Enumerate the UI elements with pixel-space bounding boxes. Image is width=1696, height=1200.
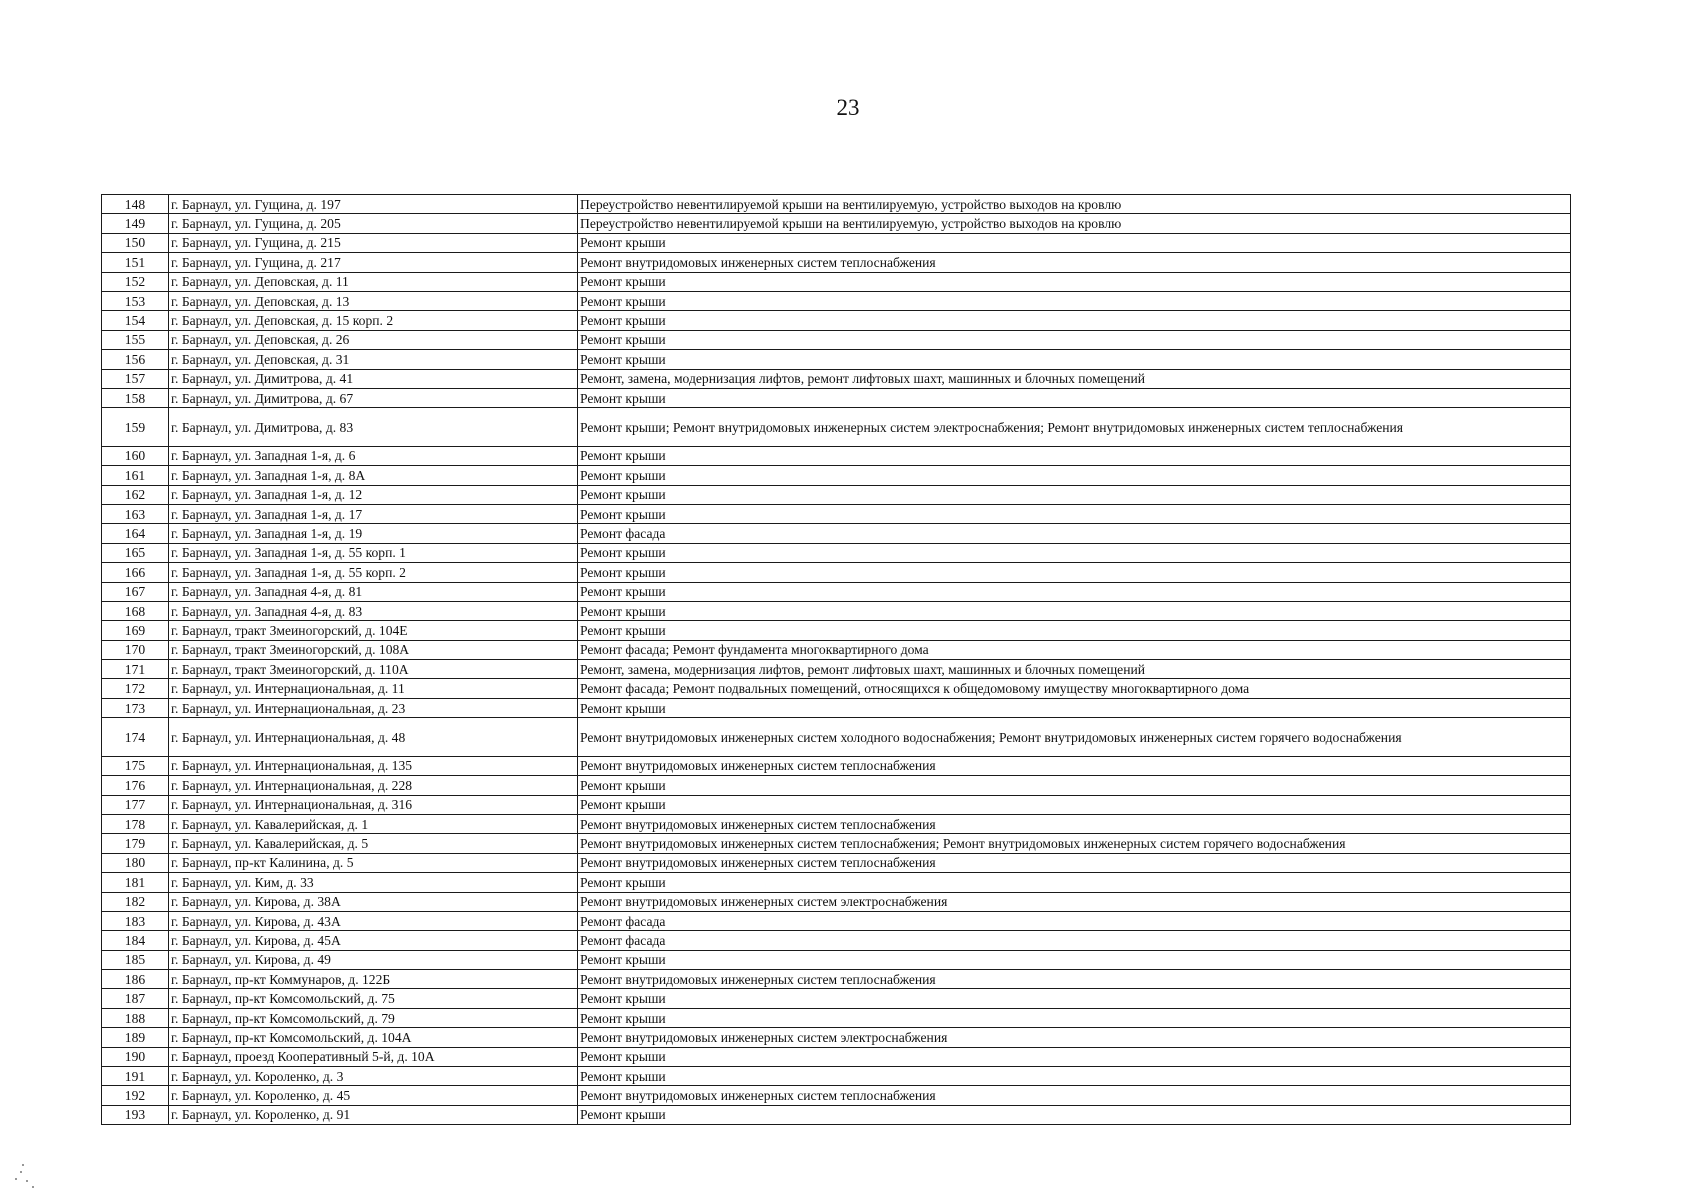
row-number: 189 — [102, 1028, 169, 1047]
table-row — [102, 892, 1571, 911]
row-work-type: Ремонт фасада; Ремонт подвальных помещений, относящихся к общедомовому имуществу многоквартирного дома — [578, 679, 1571, 698]
row-number: 181 — [102, 873, 169, 892]
table-row — [102, 718, 1571, 757]
row-work-type: Ремонт крыши — [578, 466, 1571, 485]
row-number: 176 — [102, 776, 169, 795]
table-row — [102, 446, 1571, 465]
row-number: 171 — [102, 660, 169, 679]
row-address: г. Барнаул, ул. Короленко, д. 91 — [169, 1105, 578, 1124]
row-address: г. Барнаул, ул. Интернациональная, д. 11 — [169, 679, 578, 698]
row-address: г. Барнаул, пр-кт Комсомольский, д. 104А — [169, 1028, 578, 1047]
table-row — [102, 1086, 1571, 1105]
table-row — [102, 485, 1571, 504]
row-number: 187 — [102, 989, 169, 1008]
row-address: г. Барнаул, ул. Короленко, д. 3 — [169, 1067, 578, 1086]
row-number: 152 — [102, 272, 169, 291]
table-row — [102, 814, 1571, 833]
row-address: г. Барнаул, ул. Кирова, д. 49 — [169, 950, 578, 969]
row-address: г. Барнаул, пр-кт Коммунаров, д. 122Б — [169, 970, 578, 989]
row-work-type: Ремонт крыши — [578, 233, 1571, 252]
row-number: 155 — [102, 330, 169, 349]
row-work-type: Ремонт внутридомовых инженерных систем теплоснабжения — [578, 756, 1571, 775]
row-number: 172 — [102, 679, 169, 698]
row-work-type: Ремонт внутридомовых инженерных систем теплоснабжения — [578, 1086, 1571, 1105]
row-number: 154 — [102, 311, 169, 330]
row-number: 177 — [102, 795, 169, 814]
row-number: 158 — [102, 388, 169, 407]
row-number: 148 — [102, 195, 169, 214]
row-number: 167 — [102, 582, 169, 601]
row-work-type: Ремонт крыши — [578, 795, 1571, 814]
row-address: г. Барнаул, ул. Интернациональная, д. 23 — [169, 698, 578, 717]
row-work-type: Ремонт крыши — [578, 1105, 1571, 1124]
row-work-type: Ремонт крыши — [578, 601, 1571, 620]
table-row — [102, 311, 1571, 330]
row-work-type: Ремонт крыши — [578, 582, 1571, 601]
table-row — [102, 931, 1571, 950]
row-number: 183 — [102, 911, 169, 930]
row-number: 169 — [102, 621, 169, 640]
table-row — [102, 1008, 1571, 1027]
table-row — [102, 660, 1571, 679]
row-number: 163 — [102, 504, 169, 523]
table-row — [102, 795, 1571, 814]
row-work-type: Ремонт, замена, модернизация лифтов, ремонт лифтовых шахт, машинных и блочных помещений — [578, 369, 1571, 388]
table-row — [102, 834, 1571, 853]
table-row — [102, 950, 1571, 969]
row-number: 180 — [102, 853, 169, 872]
row-work-type: Ремонт крыши — [578, 1067, 1571, 1086]
row-number: 175 — [102, 756, 169, 775]
row-work-type: Ремонт крыши — [578, 563, 1571, 582]
row-address: г. Барнаул, тракт Змеиногорский, д. 110А — [169, 660, 578, 679]
row-number: 191 — [102, 1067, 169, 1086]
row-address: г. Барнаул, ул. Западная 1-я, д. 17 — [169, 504, 578, 523]
row-number: 192 — [102, 1086, 169, 1105]
row-address: г. Барнаул, ул. Димитрова, д. 83 — [169, 408, 578, 447]
table-row — [102, 911, 1571, 930]
row-work-type: Ремонт фасада; Ремонт фундамента многоквартирного дома — [578, 640, 1571, 659]
row-number: 156 — [102, 350, 169, 369]
row-work-type: Ремонт крыши — [578, 330, 1571, 349]
row-address: г. Барнаул, пр-кт Комсомольский, д. 75 — [169, 989, 578, 1008]
row-number: 149 — [102, 214, 169, 233]
table-row — [102, 408, 1571, 447]
row-address: г. Барнаул, ул. Ким, д. 33 — [169, 873, 578, 892]
table-row — [102, 253, 1571, 272]
row-address: г. Барнаул, ул. Западная 4-я, д. 83 — [169, 601, 578, 620]
row-number: 165 — [102, 543, 169, 562]
table-row — [102, 853, 1571, 872]
row-address: г. Барнаул, ул. Кирова, д. 45А — [169, 931, 578, 950]
row-work-type: Ремонт крыши — [578, 1047, 1571, 1066]
row-address: г. Барнаул, ул. Гущина, д. 215 — [169, 233, 578, 252]
row-address: г. Барнаул, ул. Короленко, д. 45 — [169, 1086, 578, 1105]
row-work-type: Ремонт внутридомовых инженерных систем теплоснабжения; Ремонт внутридомовых инженерных систем горячего водоснабжения — [578, 834, 1571, 853]
row-address: г. Барнаул, пр-кт Комсомольский, д. 79 — [169, 1008, 578, 1027]
row-address: г. Барнаул, ул. Кавалерийская, д. 1 — [169, 814, 578, 833]
row-number: 185 — [102, 950, 169, 969]
row-address: г. Барнаул, ул. Интернациональная, д. 316 — [169, 795, 578, 814]
row-work-type: Ремонт крыши — [578, 446, 1571, 465]
row-address: г. Барнаул, ул. Интернациональная, д. 228 — [169, 776, 578, 795]
row-work-type: Ремонт внутридомовых инженерных систем теплоснабжения — [578, 253, 1571, 272]
row-number: 179 — [102, 834, 169, 853]
table-row — [102, 776, 1571, 795]
table-row — [102, 582, 1571, 601]
table-row — [102, 1047, 1571, 1066]
table-body — [102, 195, 1571, 1125]
row-work-type: Ремонт крыши — [578, 873, 1571, 892]
table-row — [102, 330, 1571, 349]
row-work-type: Ремонт крыши — [578, 543, 1571, 562]
table-row — [102, 679, 1571, 698]
row-number: 150 — [102, 233, 169, 252]
row-work-type: Ремонт крыши — [578, 989, 1571, 1008]
row-address: г. Барнаул, ул. Димитрова, д. 41 — [169, 369, 578, 388]
table-row — [102, 1105, 1571, 1124]
row-work-type: Ремонт крыши — [578, 388, 1571, 407]
row-work-type: Ремонт крыши — [578, 950, 1571, 969]
table-row — [102, 369, 1571, 388]
table-row — [102, 272, 1571, 291]
row-work-type: Ремонт, замена, модернизация лифтов, ремонт лифтовых шахт, машинных и блочных помещений — [578, 660, 1571, 679]
row-address: г. Барнаул, ул. Западная 4-я, д. 81 — [169, 582, 578, 601]
row-address: г. Барнаул, ул. Западная 1-я, д. 55 корп. 1 — [169, 543, 578, 562]
row-work-type: Ремонт крыши — [578, 272, 1571, 291]
row-work-type: Ремонт крыши — [578, 504, 1571, 523]
row-address: г. Барнаул, тракт Змеиногорский, д. 108А — [169, 640, 578, 659]
row-address: г. Барнаул, ул. Интернациональная, д. 135 — [169, 756, 578, 775]
row-work-type: Ремонт фасада — [578, 911, 1571, 930]
row-work-type: Ремонт внутридомовых инженерных систем холодного водоснабжения; Ремонт внутридомовых инженерных систем горячего водоснабжения — [578, 718, 1571, 757]
row-address: г. Барнаул, ул. Гущина, д. 217 — [169, 253, 578, 272]
row-address: г. Барнаул, тракт Змеиногорский, д. 104Е — [169, 621, 578, 640]
row-number: 159 — [102, 408, 169, 447]
table-row — [102, 504, 1571, 523]
row-address: г. Барнаул, ул. Деповская, д. 11 — [169, 272, 578, 291]
row-work-type: Ремонт внутридомовых инженерных систем теплоснабжения — [578, 853, 1571, 872]
row-number: 184 — [102, 931, 169, 950]
page-number: 23 — [836, 95, 860, 120]
row-number: 168 — [102, 601, 169, 620]
row-work-type: Ремонт крыши; Ремонт внутридомовых инженерных систем электроснабжения; Ремонт внутридомовых инженерных систем теплоснабжения — [578, 408, 1571, 447]
table-row — [102, 466, 1571, 485]
table-row — [102, 214, 1571, 233]
row-number: 166 — [102, 563, 169, 582]
row-number: 162 — [102, 485, 169, 504]
row-number: 182 — [102, 892, 169, 911]
row-work-type: Переустройство невентилируемой крыши на вентилируемую, устройство выходов на кровлю — [578, 195, 1571, 214]
row-number: 161 — [102, 466, 169, 485]
table-row — [102, 233, 1571, 252]
row-work-type: Ремонт крыши — [578, 621, 1571, 640]
row-work-type: Переустройство невентилируемой крыши на вентилируемую, устройство выходов на кровлю — [578, 214, 1571, 233]
table-row — [102, 601, 1571, 620]
row-address: г. Барнаул, ул. Деповская, д. 31 — [169, 350, 578, 369]
row-address: г. Барнаул, ул. Кирова, д. 38А — [169, 892, 578, 911]
row-work-type: Ремонт внутридомовых инженерных систем электроснабжения — [578, 892, 1571, 911]
row-address: г. Барнаул, ул. Западная 1-я, д. 12 — [169, 485, 578, 504]
row-address: г. Барнаул, ул. Кавалерийская, д. 5 — [169, 834, 578, 853]
table-row — [102, 621, 1571, 640]
table-row — [102, 524, 1571, 543]
row-work-type: Ремонт крыши — [578, 698, 1571, 717]
row-address: г. Барнаул, ул. Кирова, д. 43А — [169, 911, 578, 930]
row-number: 186 — [102, 970, 169, 989]
row-address: г. Барнаул, ул. Западная 1-я, д. 19 — [169, 524, 578, 543]
row-work-type: Ремонт внутридомовых инженерных систем теплоснабжения — [578, 970, 1571, 989]
row-work-type: Ремонт крыши — [578, 291, 1571, 310]
row-address: г. Барнаул, ул. Западная 1-я, д. 6 — [169, 446, 578, 465]
row-number: 153 — [102, 291, 169, 310]
row-work-type: Ремонт крыши — [578, 776, 1571, 795]
row-work-type: Ремонт внутридомовых инженерных систем теплоснабжения — [578, 814, 1571, 833]
table-row — [102, 756, 1571, 775]
row-work-type: Ремонт крыши — [578, 1008, 1571, 1027]
table-row — [102, 291, 1571, 310]
scan-artifact — [12, 1162, 36, 1192]
table-row — [102, 970, 1571, 989]
row-address: г. Барнаул, ул. Деповская, д. 15 корп. 2 — [169, 311, 578, 330]
row-address: г. Барнаул, ул. Интернациональная, д. 48 — [169, 718, 578, 757]
row-address: г. Барнаул, ул. Западная 1-я, д. 8А — [169, 466, 578, 485]
table-row — [102, 350, 1571, 369]
row-number: 174 — [102, 718, 169, 757]
row-work-type: Ремонт крыши — [578, 485, 1571, 504]
row-number: 170 — [102, 640, 169, 659]
row-number: 178 — [102, 814, 169, 833]
row-work-type: Ремонт внутридомовых инженерных систем электроснабжения — [578, 1028, 1571, 1047]
table-row — [102, 698, 1571, 717]
row-address: г. Барнаул, проезд Кооперативный 5-й, д. 10А — [169, 1047, 578, 1066]
row-number: 151 — [102, 253, 169, 272]
table-row — [102, 640, 1571, 659]
table-row — [102, 1028, 1571, 1047]
row-address: г. Барнаул, ул. Гущина, д. 205 — [169, 214, 578, 233]
table-row — [102, 873, 1571, 892]
row-address: г. Барнаул, ул. Деповская, д. 13 — [169, 291, 578, 310]
row-number: 160 — [102, 446, 169, 465]
table-row — [102, 989, 1571, 1008]
row-address: г. Барнаул, ул. Димитрова, д. 67 — [169, 388, 578, 407]
row-work-type: Ремонт фасада — [578, 524, 1571, 543]
table-row — [102, 388, 1571, 407]
row-work-type: Ремонт крыши — [578, 350, 1571, 369]
row-address: г. Барнаул, ул. Западная 1-я, д. 55 корп. 2 — [169, 563, 578, 582]
row-address: г. Барнаул, пр-кт Калинина, д. 5 — [169, 853, 578, 872]
row-address: г. Барнаул, ул. Деповская, д. 26 — [169, 330, 578, 349]
row-number: 157 — [102, 369, 169, 388]
row-number: 188 — [102, 1008, 169, 1027]
row-number: 164 — [102, 524, 169, 543]
row-work-type: Ремонт крыши — [578, 311, 1571, 330]
row-number: 173 — [102, 698, 169, 717]
table-row — [102, 543, 1571, 562]
table-row — [102, 563, 1571, 582]
row-number: 190 — [102, 1047, 169, 1066]
row-work-type: Ремонт фасада — [578, 931, 1571, 950]
row-number: 193 — [102, 1105, 169, 1124]
repair-registry-table — [101, 194, 1571, 1125]
table-row — [102, 1067, 1571, 1086]
table-row — [102, 195, 1571, 214]
row-address: г. Барнаул, ул. Гущина, д. 197 — [169, 195, 578, 214]
